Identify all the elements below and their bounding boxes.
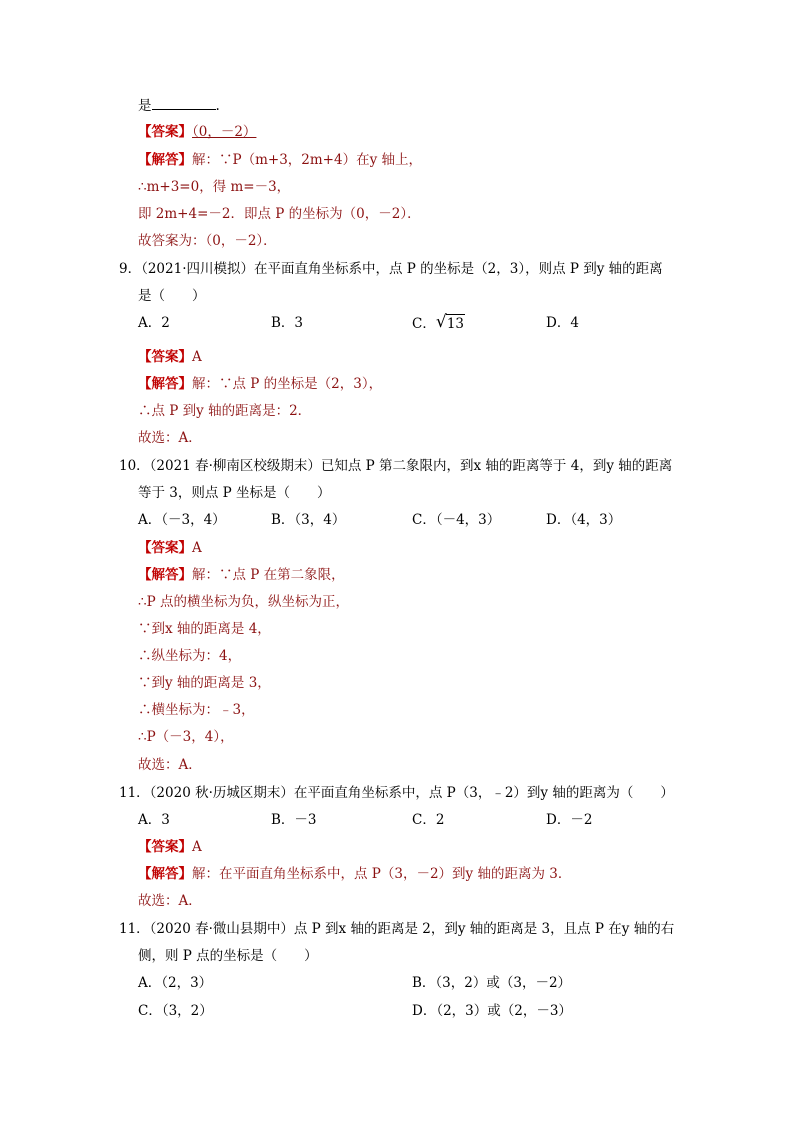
- q11a-explain-2: 故选：A．: [138, 893, 202, 909]
- q9-stem-1: 9．（2021·四川模拟）在平面直角坐标系中，点 P 的坐标是（2，3），则点 P 到y 轴的距离: [119, 261, 663, 277]
- q9-answer: A: [192, 349, 202, 365]
- q8-explain-4: 故答案为：（0，－2）．: [138, 233, 277, 249]
- q11a-explain-line-1: [138, 865, 571, 883]
- q10-explain-8: 故选：A．: [138, 757, 202, 773]
- q9-explain-1: 解：∵点 P 的坐标是（2，3），: [192, 376, 383, 392]
- q11a-option-a: A．3: [138, 812, 170, 828]
- explain-tag: 【解答】: [138, 376, 192, 392]
- q11a-option-b: B．－3: [271, 812, 317, 828]
- answer-tag: 【答案】: [138, 540, 192, 556]
- explain-tag: 【解答】: [138, 567, 192, 583]
- q10-explain-4: ∴纵坐标为：4，: [138, 648, 242, 664]
- q10-answer: A: [192, 540, 202, 556]
- answer-tag: 【答案】: [138, 124, 192, 140]
- q10-explain-line-1: [138, 566, 345, 584]
- q8-explain-2: ∴m+3=0，得 m=－3，: [138, 179, 291, 195]
- q11a-option-d: D．－2: [546, 812, 593, 828]
- q11b-option-a: A．（2，3）: [138, 975, 213, 991]
- q10-stem-2: 等于 3，则点 P 坐标是（ ）: [138, 485, 331, 501]
- q11b-option-c: C．（3，2）: [138, 1003, 213, 1019]
- q9-stem-2: 是（ ）: [138, 288, 206, 304]
- q10-explain-1: 解：∵点 P 在第二象限，: [192, 567, 345, 583]
- q11a-answer: A: [192, 839, 202, 855]
- q9-explain-line-1: [138, 375, 382, 393]
- explain-tag: 【解答】: [138, 866, 192, 882]
- q9-option-c-radicand: 13: [446, 316, 465, 332]
- q10-stem-1: 10．（2021 春·柳南区校级期末）已知点 P 第二象限内，到x 轴的距离等于 4，到y 轴的距离: [119, 458, 673, 474]
- q8-answer: （0，－2）: [192, 124, 257, 140]
- q11b-option-d: D．（2，3）或（2，－3）: [412, 1003, 572, 1019]
- q10-option-d: D．（4，3）: [546, 512, 622, 528]
- q9-explain-2: ∴点 P 到y 轴的距离是：2．: [138, 403, 312, 419]
- answer-blank: [152, 96, 216, 110]
- q10-explain-5: ∵到y 轴的距离是 3，: [138, 675, 271, 691]
- q8-explain-1: 解：∵P（m+3，2m+4）在y 轴上，: [192, 152, 422, 168]
- q9-answer-line: [138, 348, 202, 366]
- q9-explain-3: 故选：A．: [138, 430, 202, 446]
- q9-option-b: B．3: [271, 315, 304, 331]
- q10-explain-3: ∵到x 轴的距离是 4，: [138, 621, 271, 637]
- q9-option-c-prefix: C．: [412, 316, 436, 332]
- q8-explain-line-1: [138, 151, 422, 169]
- q10-option-a: A．（－3，4）: [138, 512, 226, 528]
- answer-tag: 【答案】: [138, 349, 192, 365]
- q11a-answer-line: [138, 838, 202, 856]
- q11a-explain-1: 解：在平面直角坐标系中，点 P（3，－2）到y 轴的距离为 3．: [192, 866, 572, 882]
- sqrt-symbol: √ 13: [435, 312, 465, 332]
- q11b-option-b: B．（3，2）或（3，－2）: [412, 975, 572, 991]
- q8-prefix: 是: [138, 98, 152, 114]
- answer-tag: 【答案】: [138, 839, 192, 855]
- q11a-option-c: C．2: [412, 812, 445, 828]
- q8-explain-3: 即 2m+4=－2．即点 P 的坐标为（0，－2）．: [138, 206, 421, 222]
- q9-option-d: D．4: [546, 315, 579, 331]
- q11b-stem-2: 侧，则 P 点的坐标是（ ）: [138, 948, 318, 964]
- q8-answer-line: [138, 123, 256, 141]
- q8-stem-tail: [138, 96, 220, 115]
- q10-explain-6: ∴横坐标为：﹣3，: [138, 702, 255, 718]
- q11a-stem-1: 11．（2020 秋·历城区期末）在平面直角坐标系中，点 P（3，﹣2）到y 轴的距离为（ ）: [119, 785, 674, 801]
- q10-explain-7: ∴P（－3，4），: [138, 729, 234, 745]
- q11b-stem-1: 11．（2020 春·微山县期中）点 P 到x 轴的距离是 2，到y 轴的距离是 3，且点 P 在y 轴的右: [119, 921, 675, 937]
- q10-explain-2: ∴P 点的横坐标为负，纵坐标为正，: [138, 594, 349, 610]
- q10-option-c: C．（－4，3）: [412, 512, 501, 528]
- q10-option-b: B．（3，4）: [271, 512, 346, 528]
- q9-option-c: [412, 314, 465, 333]
- q10-answer-line: [138, 539, 202, 557]
- explain-tag: 【解答】: [138, 152, 192, 168]
- q9-option-a: A．2: [138, 315, 170, 331]
- q8-suffix: .: [215, 98, 220, 114]
